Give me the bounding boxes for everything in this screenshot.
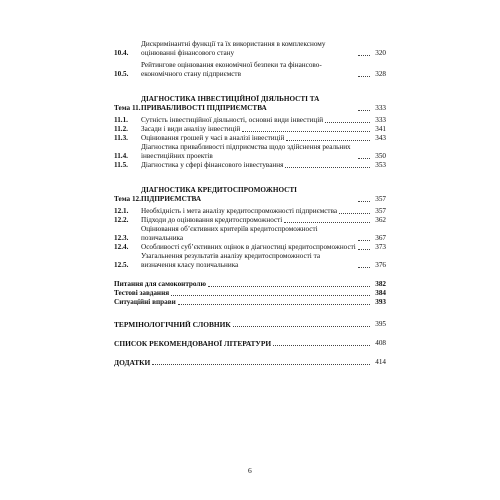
leader-dots (171, 295, 370, 296)
entry-title: Оцінювання грошей у часі в аналізі інвестицій (141, 134, 285, 142)
entry-page: 328 (375, 70, 386, 78)
entry-title: ДОДАТКИ (114, 358, 151, 367)
leader-dots (358, 110, 370, 111)
toc-entry-exercises[interactable] (114, 298, 386, 307)
entry-page: 367 (375, 234, 386, 242)
page-number: 6 (248, 466, 252, 475)
entry-page: 353 (375, 161, 386, 169)
entry-title: Діагностика привабливості підприємства щодо здійснення реальних інвестиційних проектів (141, 143, 351, 160)
toc-entry[interactable] (114, 252, 386, 270)
entry-number: 12.2. (114, 216, 129, 224)
entry-title: Рейтингове оцінювання економічної безпеки та фінансово-економічного стану підприємств (141, 61, 322, 78)
topic-11-heading[interactable] (114, 95, 386, 113)
entry-title: Питання для самоконтролю (114, 280, 206, 288)
leader-dots (339, 213, 370, 214)
entry-page: 343 (375, 134, 386, 142)
topic-12-heading[interactable] (114, 186, 386, 204)
leader-dots (152, 364, 370, 365)
entry-title: Узагальнення результатів аналізу кредитоспроможності та визначення класу позичальника (141, 252, 321, 269)
toc-entry-glossary[interactable] (114, 320, 386, 329)
leader-dots (358, 267, 370, 268)
entry-page: 362 (375, 216, 386, 224)
entry-number: 11.5. (114, 161, 128, 169)
toc-entry-tests[interactable] (114, 289, 386, 298)
entry-number: 12.1. (114, 207, 129, 215)
entry-title: Ситуаційні вправи (114, 298, 176, 306)
entry-page: 320 (375, 49, 386, 57)
entry-page: 341 (375, 125, 386, 133)
leader-dots (273, 345, 370, 346)
toc-entry[interactable] (114, 134, 386, 143)
topic-title: ДІАГНОСТИКА КРЕДИТОСПРОМОЖНОСТІ ПІДПРИЄМСТВА (141, 186, 297, 203)
entry-number: 11.2. (114, 125, 128, 133)
entry-title: Дискримінантні функції та їх використання в комплексному оцінюванні фінансового стану (141, 40, 326, 57)
entry-page: 333 (375, 116, 386, 124)
entry-title: Підходи до оцінювання кредитоспроможності (141, 216, 283, 224)
toc-entry[interactable] (114, 143, 386, 161)
entry-number: 12.3. (114, 234, 129, 242)
entry-page: 373 (375, 243, 386, 251)
entry-title: Тестові завдання (114, 289, 170, 297)
topic-label: Тема 11. (114, 104, 141, 112)
entry-page: 408 (375, 339, 386, 347)
toc-entry[interactable] (114, 225, 386, 243)
entry-page: 384 (375, 289, 386, 297)
entry-title: СПИСОК РЕКОМЕНДОВАНОЇ ЛІТЕРАТУРИ (114, 339, 272, 348)
leader-dots (358, 158, 370, 159)
entry-number: 10.4. (114, 49, 129, 57)
entry-page: 376 (375, 261, 386, 269)
entry-title: Необхідність і мета аналізу кредитоспроможності підприємства (141, 207, 338, 215)
leader-dots (208, 286, 370, 287)
table-of-contents (114, 40, 386, 367)
entry-page: 350 (375, 152, 386, 160)
entry-title: ТЕРМІНОЛОГІЧНИЙ СЛОВНИК (114, 320, 231, 329)
topic-page: 357 (375, 195, 386, 203)
entry-title: Особливості суб’єктивних оцінок в діагностиці кредитоспроможності (141, 243, 356, 251)
toc-entry-bibliography[interactable] (114, 339, 386, 348)
toc-entry-self-check[interactable] (114, 280, 386, 289)
leader-dots (242, 131, 370, 132)
leader-dots (233, 326, 370, 327)
topic-label: Тема 12. (114, 195, 141, 203)
entry-page: 357 (375, 207, 386, 215)
entry-page: 414 (375, 358, 386, 366)
topic-title: ДІАГНОСТИКА ІНВЕСТИЦІЙНОЇ ДІЯЛЬНОСТІ ТА ПРИВАБЛИВОСТІ ПІДПРИЄМСТВА (141, 95, 320, 112)
leader-dots (286, 140, 370, 141)
leader-dots (284, 222, 370, 223)
leader-dots (358, 249, 370, 250)
leader-dots (358, 76, 370, 77)
leader-dots (358, 201, 370, 202)
toc-entry[interactable] (114, 243, 386, 252)
toc-entry[interactable] (114, 125, 386, 134)
toc-entry[interactable] (114, 161, 386, 170)
toc-entry[interactable] (114, 116, 386, 125)
leader-dots (285, 167, 370, 168)
entry-number: 10.5. (114, 70, 129, 78)
leader-dots (325, 122, 370, 123)
leader-dots (358, 240, 370, 241)
leader-dots (358, 55, 370, 56)
entry-title: Діагностика у сфері фінансового інвестування (141, 161, 284, 169)
entry-page: 382 (375, 280, 386, 288)
toc-entry[interactable] (114, 216, 386, 225)
entry-number: 11.4. (114, 152, 128, 160)
entry-title: Оцінювання об’єктивних критеріїв кредитоспроможності позичальника (141, 225, 318, 242)
entry-title: Сутність інвестиційної діяльності, основні види інвестицій (141, 116, 324, 124)
entry-number: 12.4. (114, 243, 129, 251)
entry-page: 393 (375, 298, 386, 306)
entry-title: Засади і види аналізу інвестицій (141, 125, 241, 133)
entry-number: 11.3. (114, 134, 128, 142)
toc-entry[interactable] (114, 207, 386, 216)
entry-number: 12.5. (114, 261, 129, 269)
toc-entry-appendices[interactable] (114, 358, 386, 367)
toc-entry[interactable] (114, 40, 386, 58)
entry-page: 395 (375, 320, 386, 328)
toc-entry[interactable] (114, 61, 386, 79)
topic-page: 333 (375, 104, 386, 112)
entry-number: 11.1. (114, 116, 128, 124)
leader-dots (178, 304, 370, 305)
